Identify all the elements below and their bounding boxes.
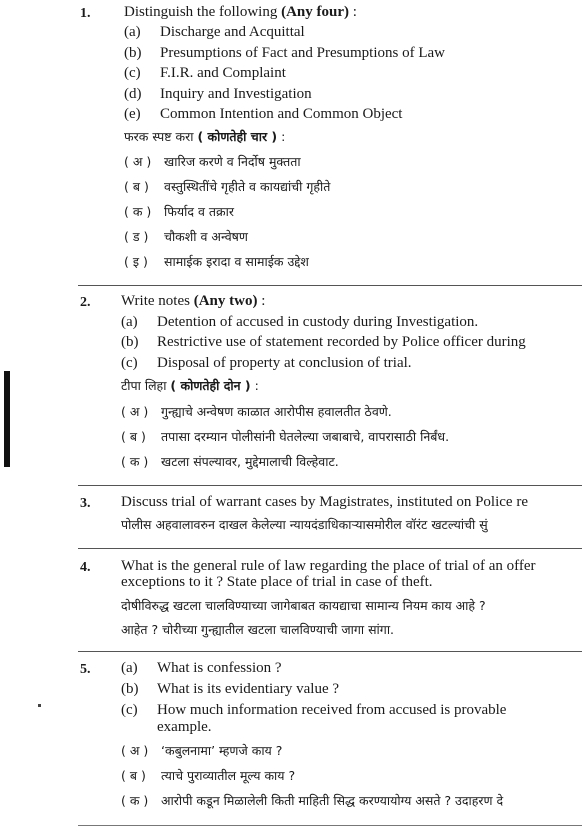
question-number: 5.	[80, 662, 91, 677]
divider	[78, 548, 582, 549]
item-mr: ( ब ) तपासा दरम्यान पोलीसांनी घेतलेल्या जबाबाचे, वापरासाठी निर्बंध.	[121, 429, 450, 444]
divider	[78, 285, 582, 286]
question-text: exceptions to it ? State place of trial in case of theft.	[121, 574, 433, 590]
question-number: 1.	[80, 6, 91, 21]
question-prompt-marathi: टीपा लिहा ( कोणतेही दोन ) :	[121, 378, 259, 393]
item-en: (c) Disposal of property at conclusion of trial.	[121, 355, 412, 371]
question-prompt: Distinguish the following (Any four) :	[124, 4, 357, 20]
item-en: (c) F.I.R. and Complaint	[124, 65, 286, 81]
question-text-marathi: आहेत ? चोरीच्या गुन्ह्यातील खटला चालविण्याची जागा सांगा.	[121, 622, 395, 637]
item-en: (a) Discharge and Acquittal	[124, 24, 305, 40]
item-mr: ( क ) खटला संपल्यावर, मुद्देमालाची विल्हेवाट.	[121, 454, 339, 469]
question-text: What is the general rule of law regarding the place of trial of an offer	[121, 558, 536, 574]
question-number: 3.	[80, 496, 91, 511]
question-text: Discuss trial of warrant cases by Magistrates, instituted on Police re	[121, 494, 528, 510]
item-mr: ( अ ) गुन्ह्याचे अन्वेषण काळात आरोपीस हवालतीत ठेवणे.	[121, 404, 392, 419]
item-en: (a) What is confession ?	[121, 660, 282, 676]
question-number: 4.	[80, 560, 91, 575]
item-mr: ( ब ) वस्तुस्थितींचे गृहीते व कायद्यांची गृहीते	[124, 179, 331, 194]
item-en: (b) Restrictive use of statement recorded by Police officer during	[121, 334, 526, 350]
item-en: (b) What is its evidentiary value ?	[121, 681, 340, 697]
item-mr: ( ड ) चौकशी व अन्वेषण	[124, 229, 248, 244]
item-mr: ( क ) आरोपी कडून मिळालेली किती माहिती सिद्ध करण्यायोग्य असते ? उदाहरण दे	[121, 793, 504, 808]
item-mr: ( अ ) खारिज करणे व निर्दोष मुक्तता	[124, 154, 301, 169]
margin-mark	[4, 371, 10, 467]
question-prompt: Write notes (Any two) :	[121, 293, 266, 309]
divider	[78, 651, 582, 652]
question-text-marathi: पोलीस अहवालावरुन दाखल केलेल्या न्यायदंडाधिकाऱ्यासमोरील वॉरंट खटल्यांची सुं	[121, 517, 488, 532]
item-mr: ( ब ) त्याचे पुराव्यातील मूल्य काय ?	[121, 768, 296, 783]
item-en: (c) How much information received from accused is provable	[121, 702, 507, 718]
item-en: (a) Detention of accused in custody during Investigation.	[121, 314, 479, 330]
question-number: 2.	[80, 295, 91, 310]
item-en: (d) Inquiry and Investigation	[124, 86, 312, 102]
item-mr: ( क ) फिर्याद व तक्रार	[124, 204, 234, 219]
divider	[78, 485, 582, 486]
question-prompt-marathi: फरक स्पष्ट करा ( कोणतेही चार ) :	[124, 129, 286, 144]
divider	[78, 825, 582, 826]
item-en: (b) Presumptions of Fact and Presumptions of Law	[124, 45, 445, 61]
item-en: (e) Common Intention and Common Object	[124, 106, 403, 122]
item-mr: ( इ ) सामाईक इरादा व सामाईक उद्देश	[124, 254, 309, 269]
question-text-marathi: दोषीविरुद्ध खटला चालविण्याच्या जागेबाबत कायद्याचा सामान्य नियम काय आहे ?	[121, 598, 486, 613]
item-mr: ( अ ) ‘कबुलनामा’ म्हणजे काय ?	[121, 743, 283, 758]
item-en-continuation: example.	[157, 719, 212, 735]
scan-speck	[38, 704, 41, 707]
